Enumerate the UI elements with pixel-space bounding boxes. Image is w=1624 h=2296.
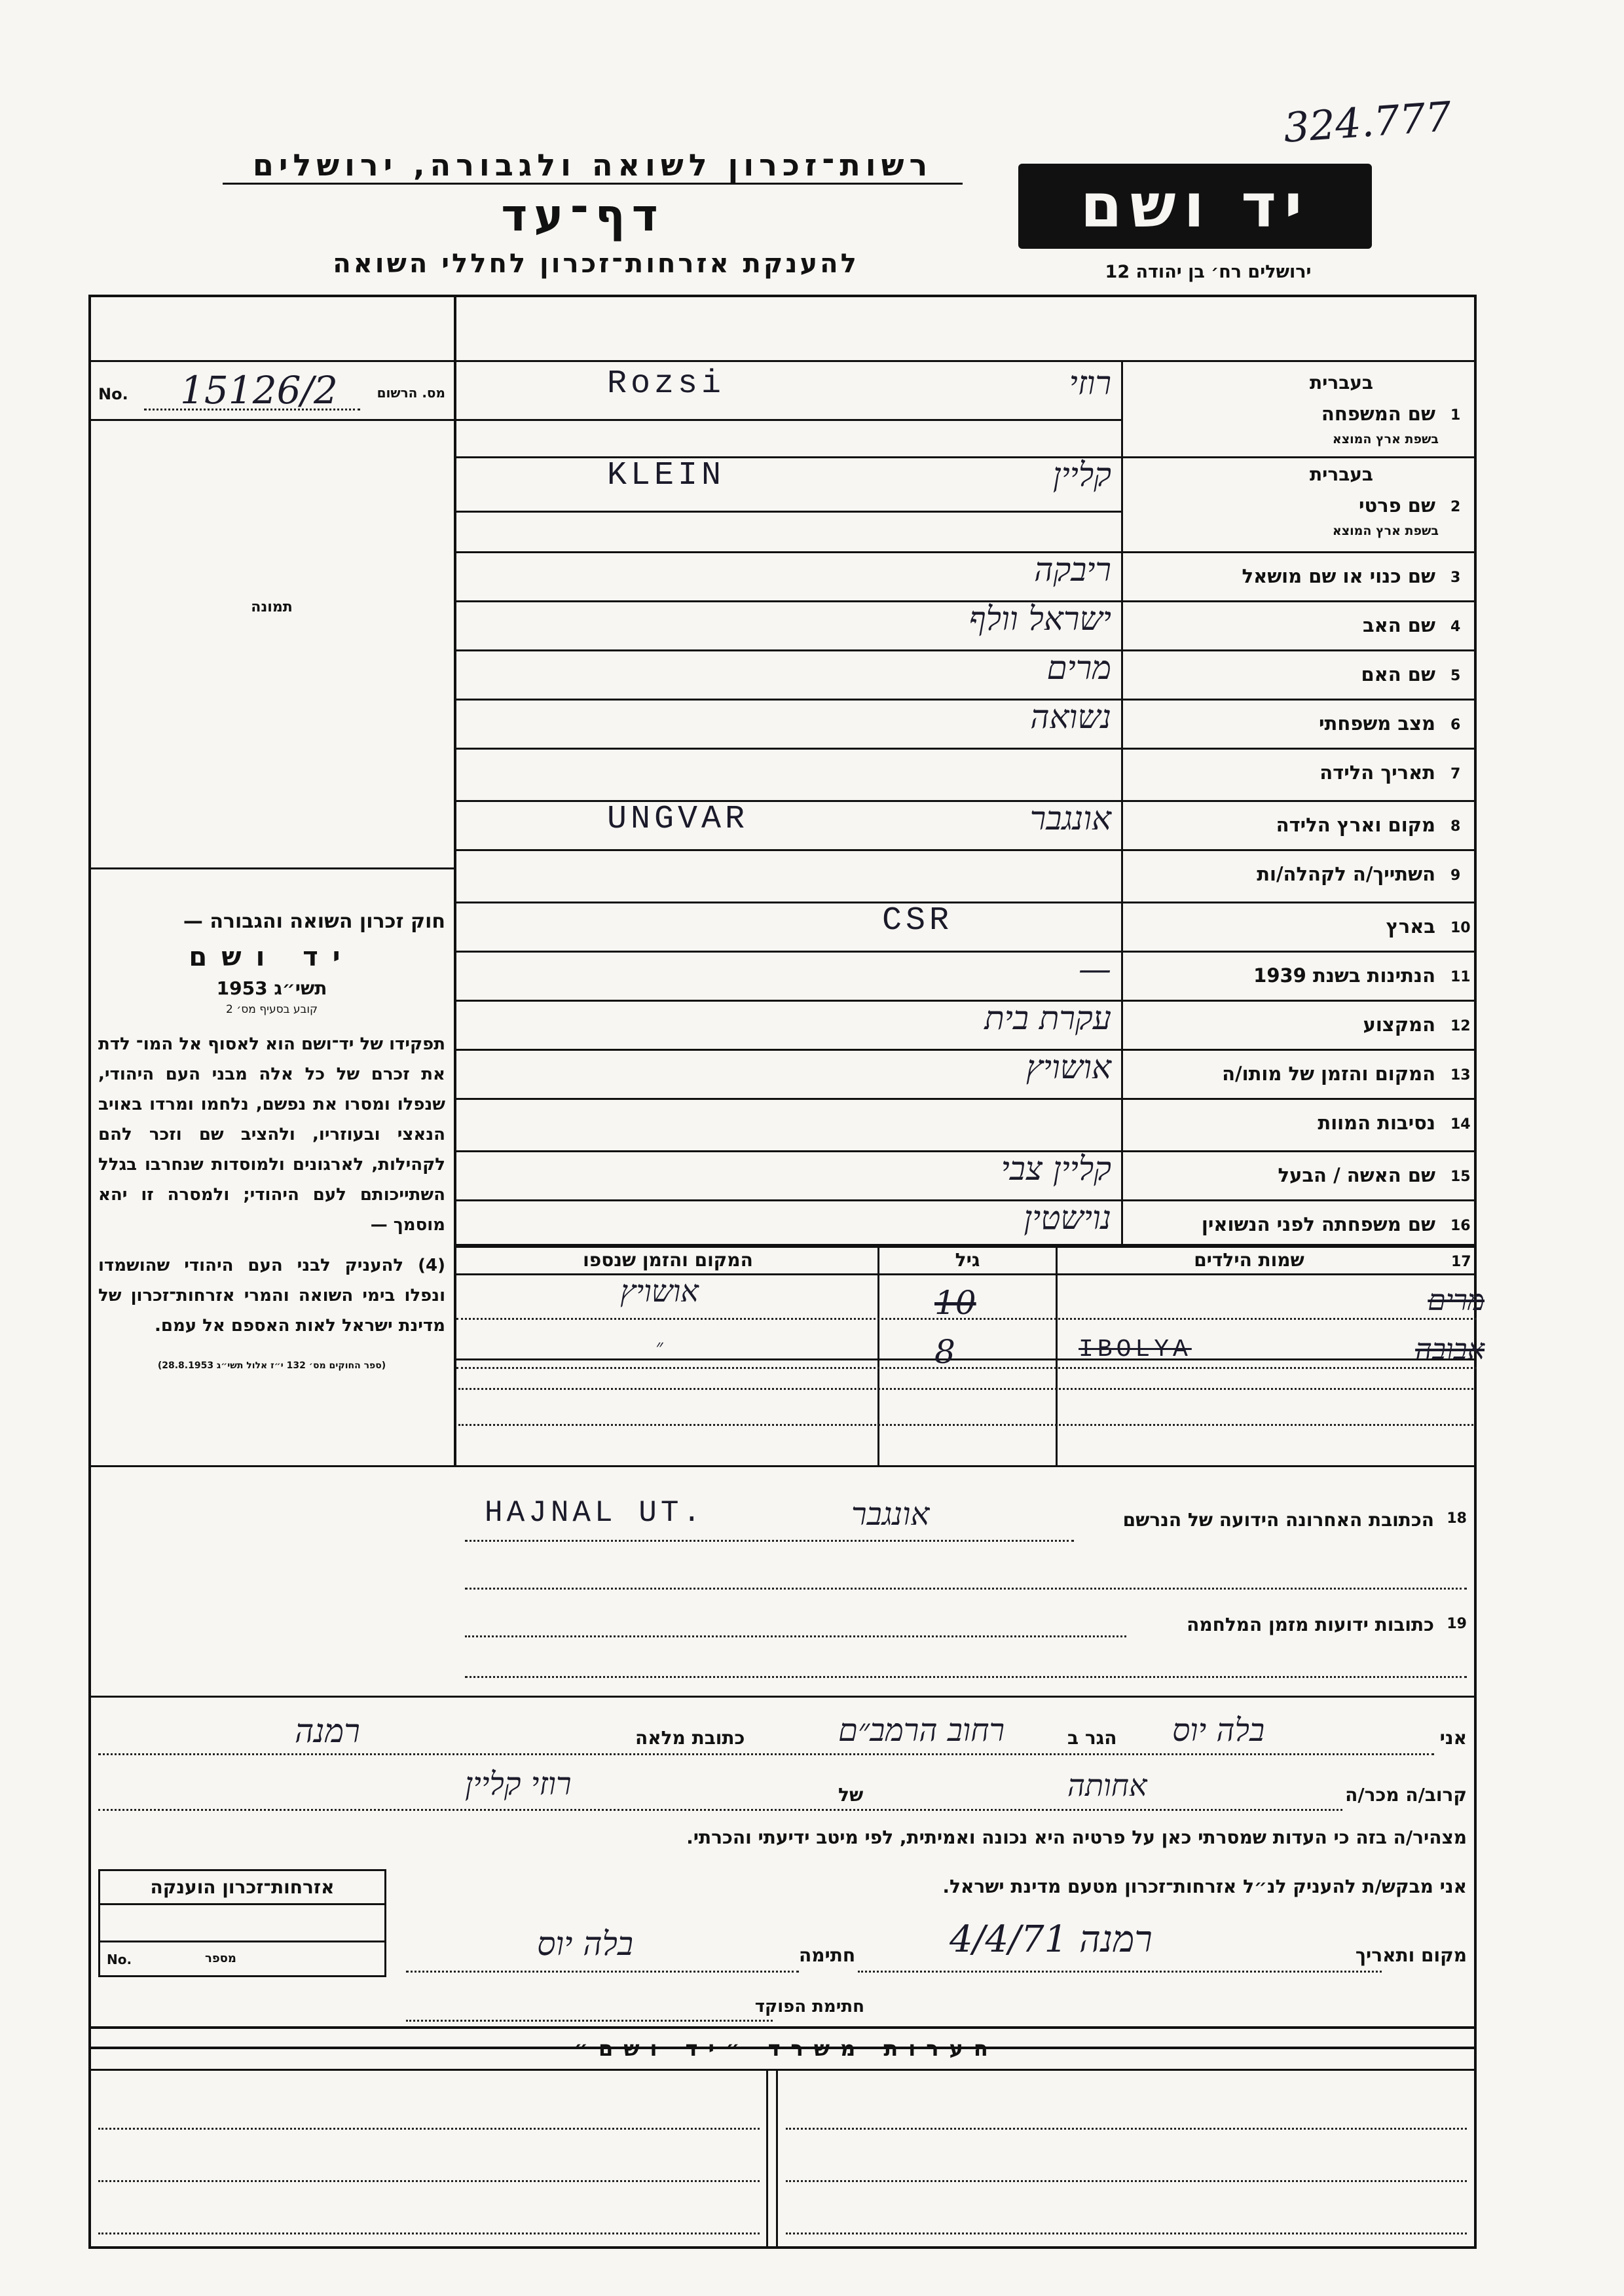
signature-label: חתימה (799, 1944, 856, 1966)
signature-row (406, 1918, 1467, 1977)
field-row-8 (456, 799, 1477, 851)
field-row-15 (456, 1152, 1477, 1201)
field-row-9 (456, 851, 1477, 903)
field-value-latin-2: KLEIN (607, 457, 726, 494)
logo-text: יד ושם (1080, 171, 1310, 241)
last-address-label: הכתובת האחרונה הידועה של הנרשם (1122, 1509, 1434, 1531)
field-row-3 (456, 553, 1477, 602)
place-date-value: רמנה 4/4/71 (950, 1918, 1153, 1961)
children-header-names: שמות הילדים (1194, 1249, 1304, 1271)
stamp-box-no-row (100, 1941, 384, 1975)
field-label-4: שם האב (1362, 614, 1435, 636)
child-name-latin: IBOLYA (1079, 1336, 1192, 1364)
declarant-city: רמנה (295, 1712, 360, 1750)
field-number-18: 18 (1447, 1510, 1467, 1527)
declarant-street: רחוב הרמב״ם (838, 1712, 1005, 1749)
child-row (456, 1333, 1485, 1375)
field-row-13 (456, 1048, 1477, 1100)
law-citation: (ספר החוקים מס׳ 132 י״ז אלול תשי״ג 28.8.1953) (157, 1360, 386, 1371)
authority-title: רשות־זכרון לשואה ולגבורה, ירושלים (223, 147, 963, 185)
field-sublabel-1: בשפת ארץ המוצא (1332, 432, 1439, 446)
child-age: 8 (934, 1333, 955, 1371)
declaration-line-2 (98, 1766, 1467, 1810)
officer-signature-label: חתימת הפוקד (754, 1997, 864, 2016)
law-title: חוק זכרון השואה והגבורה — (183, 910, 445, 933)
signature-value: בלה יוס (537, 1925, 634, 1963)
field-value-latin-1: Rozsi (607, 365, 726, 403)
field-row-1 (456, 364, 1477, 458)
field-number-8: 8 (1450, 818, 1461, 835)
field-row-2 (456, 458, 1477, 553)
declarant-name: בלה יוס (1172, 1712, 1265, 1749)
field-hebrew-label-1: בעברית (1309, 372, 1373, 393)
field-number-6: 6 (1450, 717, 1461, 733)
field-row-14 (456, 1100, 1477, 1152)
field-row-6 (456, 698, 1477, 750)
field-label-3: שם כנוי או שם מושאל (1242, 565, 1435, 587)
field-value-hebrew-15: קליין צבי (1001, 1150, 1111, 1188)
registration-number: 15126/2 (180, 368, 338, 412)
stamp-box-title: אזרחות־זכרון הוענקה (100, 1876, 384, 1905)
field-value-hebrew-1: רוזי (1069, 364, 1111, 402)
declaration-line-1 (98, 1712, 1467, 1755)
i-label: אני (1439, 1727, 1467, 1749)
last-address-hebrew: אונגבר (851, 1496, 930, 1533)
law-text-1: תפקידו של יד־ושם הוא לאסוף אל המו־ לדת את זכרם של כל אלה מבני העם היהודי, שנפלו ומסרו את נפשם, נלחמו ומרדו באויב הנאצי ובעוזריו, ולהציב שם וזכר להם לקהילות, לארגונים ולמוסדות שנחרבו בגלל השתייכותם לעם היהודי; ולמסרה זו יהא מוסמך — (98, 1034, 445, 1235)
field-label-14: נסיבות המוות (1318, 1112, 1435, 1134)
citizenship-stamp-box (98, 1869, 386, 1977)
field-number-11: 11 (1450, 969, 1471, 985)
full-address-label: כתובת מלאה (635, 1727, 745, 1749)
children-header-place: המקום והזמן שנספו (583, 1249, 753, 1271)
field-value-hebrew-4: ישראל וולף (969, 600, 1111, 638)
field-label-13: המקום והזמן של מותו/ה (1222, 1063, 1435, 1085)
stamp-number-label: מספר (205, 1952, 236, 1965)
law-year: תשי״ג 1953 (216, 977, 327, 999)
stamp-no-label: No. (107, 1952, 132, 1967)
field-value-hebrew-2: קליין (1052, 456, 1111, 494)
field-number-14: 14 (1450, 1116, 1471, 1133)
relative-label: קרוב/ה מכר/ה (1345, 1784, 1467, 1806)
law-block (98, 910, 445, 1371)
registration-label: מס. הרשום (377, 385, 445, 401)
field-value-hebrew-13: אושויץ (1025, 1048, 1111, 1086)
child-place: אושויץ (620, 1273, 699, 1309)
field-value-hebrew-16: נוישטין (1024, 1199, 1111, 1237)
field-value-latin-10: CSR (882, 902, 953, 939)
field-value-hebrew-11: — (1079, 950, 1111, 988)
child-place: ״ (655, 1336, 663, 1358)
field-row-16 (456, 1201, 1477, 1246)
field-row-5 (456, 651, 1477, 701)
field-number-15: 15 (1450, 1169, 1471, 1185)
children-header-age: גיל (955, 1249, 980, 1271)
declaration-statement: מצהיר/ה בזה כי העדות שמסרתי כאן על פרטיה היא נכונה ואמיתית, לפי מיטב ידיעתי והכרתי. (686, 1827, 1467, 1848)
field-label-2: שם פרטי (1358, 494, 1435, 517)
field-value-hebrew-6: נשואה (1030, 698, 1111, 736)
child-row (456, 1273, 1485, 1326)
yad-vashem-logo (1018, 164, 1372, 249)
no-label: No. (98, 385, 128, 403)
field-value-latin-8: UNGVAR (607, 801, 749, 838)
child-name: מרים (1428, 1284, 1485, 1317)
field-row-4 (456, 602, 1477, 651)
officer-signature-row (406, 1984, 864, 2023)
wartime-address-row (458, 1611, 1467, 1643)
field-number-12: 12 (1450, 1018, 1471, 1034)
relative-name: רוזי קליין (465, 1766, 572, 1802)
field-number-16: 16 (1450, 1218, 1471, 1234)
field-number-1: 1 (1450, 407, 1461, 424)
field-label-5: שם האם (1361, 663, 1435, 685)
last-address-latin: HAJNAL UT. (485, 1496, 705, 1530)
law-text-2: (4) להעניק לבני העם היהודי שהושמדו ונפלו בימי השואה והמרי אזרחות־זכרון של מדינת ישראל לאות האספם אל עמם. (98, 1256, 445, 1336)
field-number-5: 5 (1450, 668, 1461, 684)
field-value-hebrew-3: ריבקה (1034, 551, 1111, 589)
field-number-13: 13 (1450, 1067, 1471, 1084)
field-sublabel-2: בשפת ארץ המוצא (1332, 524, 1439, 538)
declaration-request: אני מבקש/ת להעניק לנ״ל אזרחות־זכרון מטעם מדינת ישראל. (942, 1876, 1467, 1897)
office-notes-title: הערות משרד ״יד ושם״ (573, 2036, 999, 2061)
institution-address: ירושלים רח׳ בן יהודה 12 (1105, 262, 1312, 282)
resides-label: הגר ב (1067, 1727, 1117, 1749)
field-label-7: תאריך הלידה (1320, 761, 1435, 784)
place-date-label: מקום ותאריך (1355, 1944, 1467, 1966)
field-row-11 (456, 950, 1477, 1002)
field-number-2: 2 (1450, 499, 1461, 515)
field-number-7: 7 (1450, 766, 1461, 782)
field-label-6: מצב משפחתי (1318, 712, 1435, 735)
field-label-16: שם משפחתה לפני הנשואין (1201, 1213, 1435, 1235)
field-number-17: 17 (1451, 1254, 1471, 1270)
field-number-10: 10 (1450, 920, 1471, 936)
field-value-hebrew-12: עקרת בית (984, 999, 1111, 1037)
field-row-7 (456, 750, 1477, 802)
child-name: אבובה (1415, 1333, 1485, 1366)
field-row-12 (456, 999, 1477, 1051)
field-label-15: שם האשה / הבעל (1278, 1164, 1435, 1186)
handwritten-archive-number: 324.777 (1282, 92, 1453, 152)
field-value-hebrew-8: אונגבר (1029, 799, 1111, 837)
registration-number-box (98, 368, 445, 412)
field-label-10: בארץ (1386, 915, 1435, 938)
field-row-10 (456, 903, 1477, 953)
field-label-12: המקצוע (1363, 1013, 1435, 1036)
law-clause: קובע בסעיף מס׳ 2 (225, 1003, 318, 1016)
field-value-hebrew-5: מרים (1046, 649, 1111, 687)
of-label: של (838, 1784, 864, 1806)
field-number-4: 4 (1450, 619, 1461, 635)
form-subtitle: להענקת אזרחות־זכרון לחללי השואה (333, 249, 859, 279)
field-number-3: 3 (1450, 570, 1461, 586)
field-number-9: 9 (1450, 867, 1461, 884)
field-label-11: הנתינות בשנת 1939 (1253, 964, 1435, 987)
last-address-row (458, 1496, 1467, 1535)
field-label-9: השתייך/ה לקהלה/ות (1257, 863, 1435, 885)
relation-value: אחותה (1067, 1768, 1147, 1803)
child-age: 10 (934, 1284, 976, 1322)
field-hebrew-label-2: בעברית (1309, 464, 1373, 485)
form-title: דף־עד (501, 190, 665, 242)
field-label-1: שם המשפחה (1321, 403, 1435, 425)
field-number-19: 19 (1447, 1616, 1467, 1632)
photo-label: תמונה (251, 599, 293, 615)
wartime-address-label: כתובות ידועות מזמן המלחמה (1187, 1614, 1434, 1635)
law-name: יד ושם (189, 942, 355, 972)
field-label-8: מקום וארץ הלידה (1276, 814, 1435, 836)
